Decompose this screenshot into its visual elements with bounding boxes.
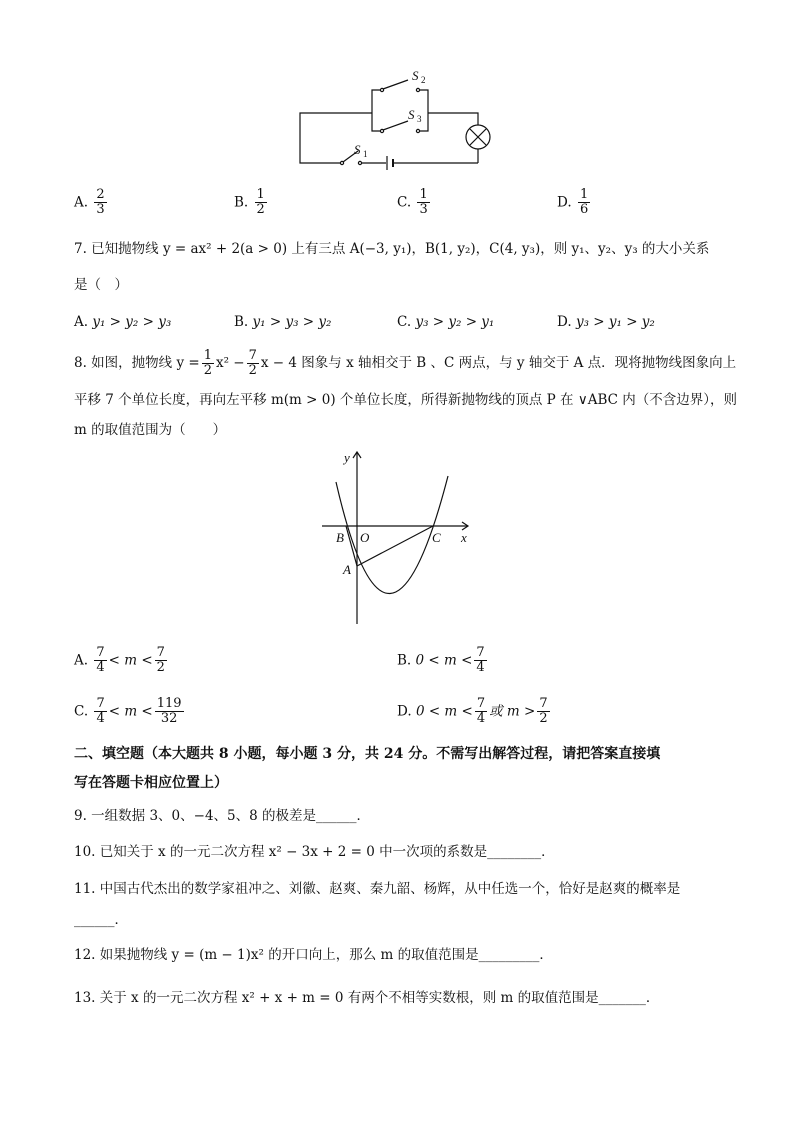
q8-stem-line1: 8. 如图，抛物线 y = $\frac{1}{2}$ x² − $\frac{7}{2}$ x − 4 图象与 x 轴相交于 B 、C 两点，与 y 轴交于 A 点．现将抛物线图象向上 bbox=[74, 347, 737, 378]
point-c-label: C bbox=[432, 530, 441, 545]
y-axis-label: y bbox=[344, 450, 350, 465]
fraction: $\frac{1}{6}$ bbox=[579, 187, 589, 218]
q6-option-b: B. $\frac{1}{2}$ bbox=[234, 187, 265, 218]
s1-label: S bbox=[354, 142, 361, 157]
q6-option-a: A. $\frac{2}{3}$ bbox=[74, 187, 105, 218]
q7-option-b: B. y₁ > y₃ > y₂ bbox=[234, 314, 332, 330]
q7-stem-line2: 是（ ） bbox=[74, 277, 128, 293]
fraction: $\frac{1}{3}$ bbox=[419, 187, 428, 218]
q8-option-d: D. 0 < m < $\frac{7}{4}$ 或 m > $\frac{7}{2}$ bbox=[397, 696, 548, 727]
q12: 12. 如果抛物线 y = (m − 1)x² 的开口向上，那么 m 的取值范围是_________． bbox=[74, 947, 553, 963]
section-heading-line1: 二、填空题（本大题共 8 小题，每小题 3 分，共 24 分。不需写出解答过程，请把答案直接填 bbox=[74, 746, 661, 762]
q11-line1: 11. 中国古代杰出的数学家祖冲之、刘徽、赵爽、秦九韶、杨辉，从中任选一个，恰好是赵爽的概率是 bbox=[74, 881, 681, 897]
q10: 10. 已知关于 x 的一元二次方程 x² − 3x + 2 = 0 中一次项的系数是________． bbox=[74, 844, 555, 860]
q6-option-c: C. $\frac{1}{3}$ bbox=[397, 187, 428, 218]
s3-sub: 3 bbox=[417, 114, 422, 124]
section-heading-line2: 写在答题卡相应位置上） bbox=[74, 775, 228, 791]
q9: 9. 一组数据 3、0、−4、5、8 的极差是______． bbox=[74, 808, 371, 824]
q7-option-d: D. y₃ > y₁ > y₂ bbox=[557, 314, 655, 330]
s1-sub: 1 bbox=[363, 149, 368, 159]
q8-stem-line3: m 的取值范围为（ ） bbox=[74, 422, 227, 438]
q8-option-a: A. $\frac{7}{4}$ < m < $\frac{7}{2}$ bbox=[74, 645, 165, 676]
s2-sub: 2 bbox=[421, 75, 426, 85]
fraction: $\frac{2}{3}$ bbox=[96, 187, 105, 218]
point-b-label: B bbox=[336, 530, 344, 545]
origin-label: O bbox=[360, 530, 370, 545]
q13: 13. 关于 x 的一元二次方程 x² + x + m = 0 有两个不相等实数根，则 m 的取值范围是_______． bbox=[74, 990, 660, 1006]
fraction: $\frac{1}{2}$ bbox=[256, 187, 265, 218]
q8-stem-line2: 平移 7 个单位长度，再向左平移 m(m > 0) 个单位长度，所得新抛物线的顶点 P 在 ∨ABC 内（不含边界），则 bbox=[74, 392, 738, 408]
q8-option-b: B. 0 < m < $\frac{7}{4}$ bbox=[397, 645, 485, 676]
q7-stem-line1: 7. 已知抛物线 y = ax² + 2(a > 0) 上有三点 A(−3, y₁)，B(1, y₂)，C(4, y₃)，则 y₁、y₂、y₃ 的大小关系 bbox=[74, 241, 710, 257]
q7-option-a: A. y₁ > y₂ > y₃ bbox=[74, 314, 172, 330]
fraction: $\frac{1}{2}$ bbox=[203, 347, 212, 378]
x-axis-label: x bbox=[461, 530, 467, 545]
q6-option-d: D. $\frac{1}{6}$ bbox=[557, 187, 589, 218]
point-a-label: A bbox=[343, 562, 351, 577]
q11-line2: ______． bbox=[74, 912, 128, 928]
fraction: $\frac{7}{2}$ bbox=[248, 347, 257, 378]
s2-label: S bbox=[412, 68, 419, 83]
q8-option-c: C. $\frac{7}{4}$ < m < $\frac{119}{32}$ bbox=[74, 696, 182, 727]
s3-label: S bbox=[408, 107, 415, 122]
circuit-diagram bbox=[290, 65, 510, 175]
parabola-graph bbox=[318, 448, 478, 628]
q7-option-c: C. y₃ > y₂ > y₁ bbox=[397, 314, 495, 330]
